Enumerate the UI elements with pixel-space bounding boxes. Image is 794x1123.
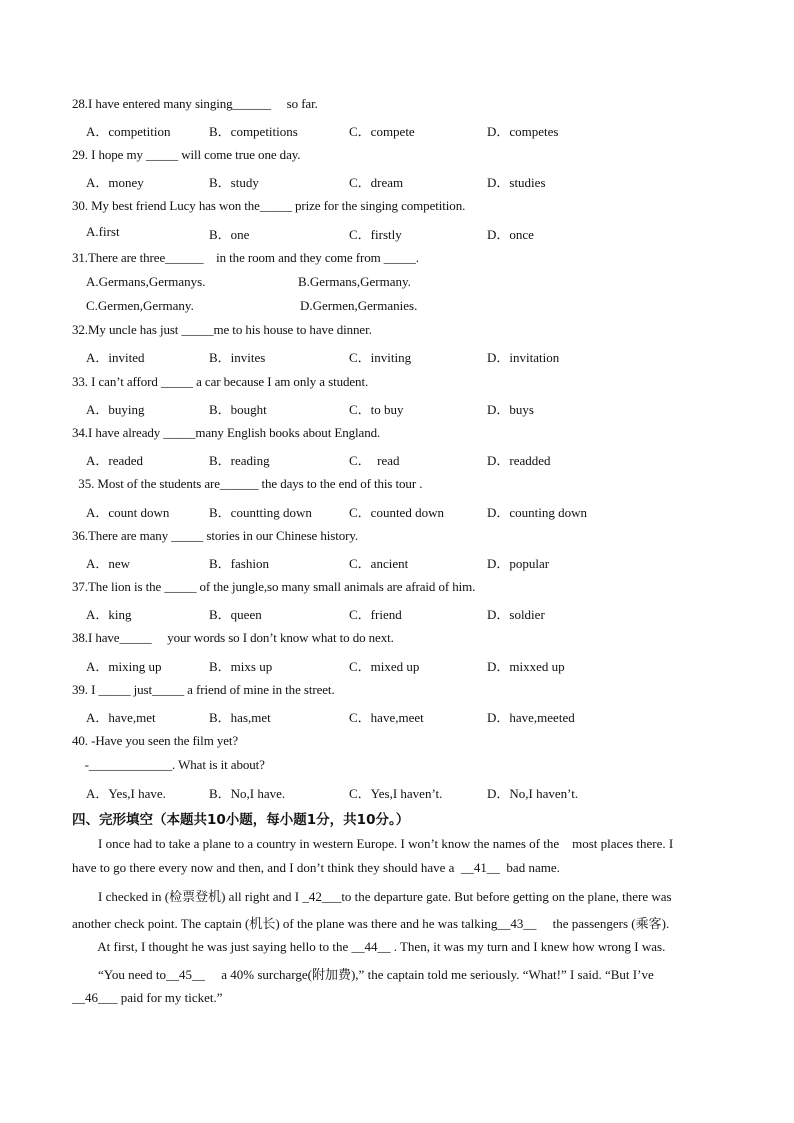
- question-35-option-b: B．countting down: [209, 505, 312, 520]
- question-30-option-b: B．one: [209, 227, 250, 242]
- question-29-option-d: D．studies: [487, 175, 546, 190]
- question-28-option-a: A．competition: [86, 124, 171, 139]
- question-40-option-d: D．No,I haven’t.: [487, 786, 579, 801]
- question-32-option-b: B．invites: [209, 350, 266, 365]
- question-36-option-d: D．popular: [487, 556, 550, 571]
- question-38-option-d: D．mixxed up: [487, 659, 565, 674]
- question-33-option-b: B．bought: [209, 402, 267, 417]
- question-32-option-d: D．invitation: [487, 350, 560, 365]
- question-40-stem: 40. -Have you seen the film yet?: [72, 733, 239, 748]
- question-31-option-c: C.Germen,Germany.: [86, 298, 194, 313]
- question-33-stem: 33. I can’t afford _____ a car because I am only a student.: [72, 374, 369, 389]
- question-35-option-d: D．counting down: [487, 505, 588, 520]
- question-33-option-c: C．to buy: [349, 402, 404, 417]
- question-28-stem: 28.I have entered many singing______ so far.: [72, 96, 318, 111]
- question-34-option-c: C． read: [349, 453, 400, 468]
- question-34-stem: 34.I have already _____many English books about England.: [72, 425, 381, 440]
- question-37-stem: 37.The lion is the _____ of the jungle,so many small animals are afraid of him.: [72, 579, 476, 594]
- question-38-option-a: A．mixing up: [86, 659, 162, 674]
- question-36-option-a: A．new: [86, 556, 131, 571]
- passage-line-3: I checked in (检票登机) all right and I _42___to the departure gate. But before getting on the plane, there was: [72, 889, 672, 904]
- passage-line-1: I once had to take a plane to a country in western Europe. I won’t know the names of the most places there. I: [72, 836, 674, 851]
- question-39-option-c: C．have,meet: [349, 710, 424, 725]
- passage-line-6: “You need to__45__ a 40% surcharge(附加费),” the captain told me seriously. “What!” I said. “But I’ve: [72, 967, 654, 982]
- question-33-option-d: D．buys: [487, 402, 534, 417]
- question-30-option-c: C．firstly: [349, 227, 402, 242]
- question-36-stem: 36.There are many _____ stories in our Chinese history.: [72, 528, 359, 543]
- question-30-option-a: A.first: [86, 224, 120, 239]
- question-34-option-a: A．readed: [86, 453, 144, 468]
- question-29-stem: 29. I hope my _____ will come true one day.: [72, 147, 301, 162]
- question-29-option-b: B．study: [209, 175, 259, 190]
- question-39-stem: 39. I _____ just_____ a friend of mine in the street.: [72, 682, 335, 697]
- question-38-option-b: B．mixs up: [209, 659, 273, 674]
- question-35-option-c: C．counted down: [349, 505, 444, 520]
- question-35-option-a: A．count down: [86, 505, 170, 520]
- question-40-option-c: C．Yes,I haven’t.: [349, 786, 443, 801]
- question-28-option-d: D．competes: [487, 124, 559, 139]
- question-37-option-a: A．king: [86, 607, 132, 622]
- question-40-option-b: B．No,I have.: [209, 786, 286, 801]
- passage-line-7: __46___ paid for my ticket.”: [72, 990, 223, 1005]
- question-31-option-d: D.Germen,Germanies.: [300, 298, 418, 313]
- question-28-option-c: C．compete: [349, 124, 415, 139]
- question-31-option-b: B.Germans,Germany.: [298, 274, 411, 289]
- question-40-response: -_____________. What is it about?: [72, 757, 265, 772]
- question-29-option-c: C．dream: [349, 175, 404, 190]
- question-31-option-a: A.Germans,Germanys.: [86, 274, 206, 289]
- question-36-option-c: C．ancient: [349, 556, 409, 571]
- question-37-option-b: B．queen: [209, 607, 262, 622]
- question-39-option-a: A．have,met: [86, 710, 156, 725]
- question-33-option-a: A．buying: [86, 402, 145, 417]
- question-37-option-d: D．soldier: [487, 607, 545, 622]
- question-38-option-c: C．mixed up: [349, 659, 420, 674]
- question-37-option-c: C．friend: [349, 607, 402, 622]
- passage-line-4: another check point. The captain (机长) of the plane was there and he was talking__43__ the passengers (乘客).: [72, 916, 670, 931]
- section-title-cloze: 四、完形填空（本题共10小题，每小题1分，共10分。）: [72, 812, 410, 828]
- question-28-option-b: B．competitions: [209, 124, 298, 139]
- question-38-stem: 38.I have_____ your words so I don’t know what to do next.: [72, 630, 394, 645]
- question-39-option-d: D．have,meeted: [487, 710, 575, 725]
- question-32-option-c: C．inviting: [349, 350, 412, 365]
- question-32-stem: 32.My uncle has just _____me to his house to have dinner.: [72, 322, 372, 337]
- question-30-option-d: D．once: [487, 227, 534, 242]
- question-29-option-a: A．money: [86, 175, 144, 190]
- question-34-option-b: B．reading: [209, 453, 270, 468]
- passage-line-2: have to go there every now and then, and I don’t think they should have a __41__ bad name.: [72, 860, 560, 875]
- question-36-option-b: B．fashion: [209, 556, 269, 571]
- question-39-option-b: B．has,met: [209, 710, 271, 725]
- passage-line-5: At first, I thought he was just saying hello to the __44__ . Then, it was my turn and I knew how wrong I was.: [72, 939, 666, 954]
- question-34-option-d: D．readded: [487, 453, 551, 468]
- question-35-stem: 35. Most of the students are______ the days to the end of this tour .: [72, 476, 423, 491]
- question-40-option-a: A．Yes,I have.: [86, 786, 166, 801]
- question-30-stem: 30. My best friend Lucy has won the_____ prize for the singing competition.: [72, 198, 466, 213]
- question-32-option-a: A．invited: [86, 350, 145, 365]
- question-31-stem: 31.There are three______ in the room and they come from _____.: [72, 250, 419, 265]
